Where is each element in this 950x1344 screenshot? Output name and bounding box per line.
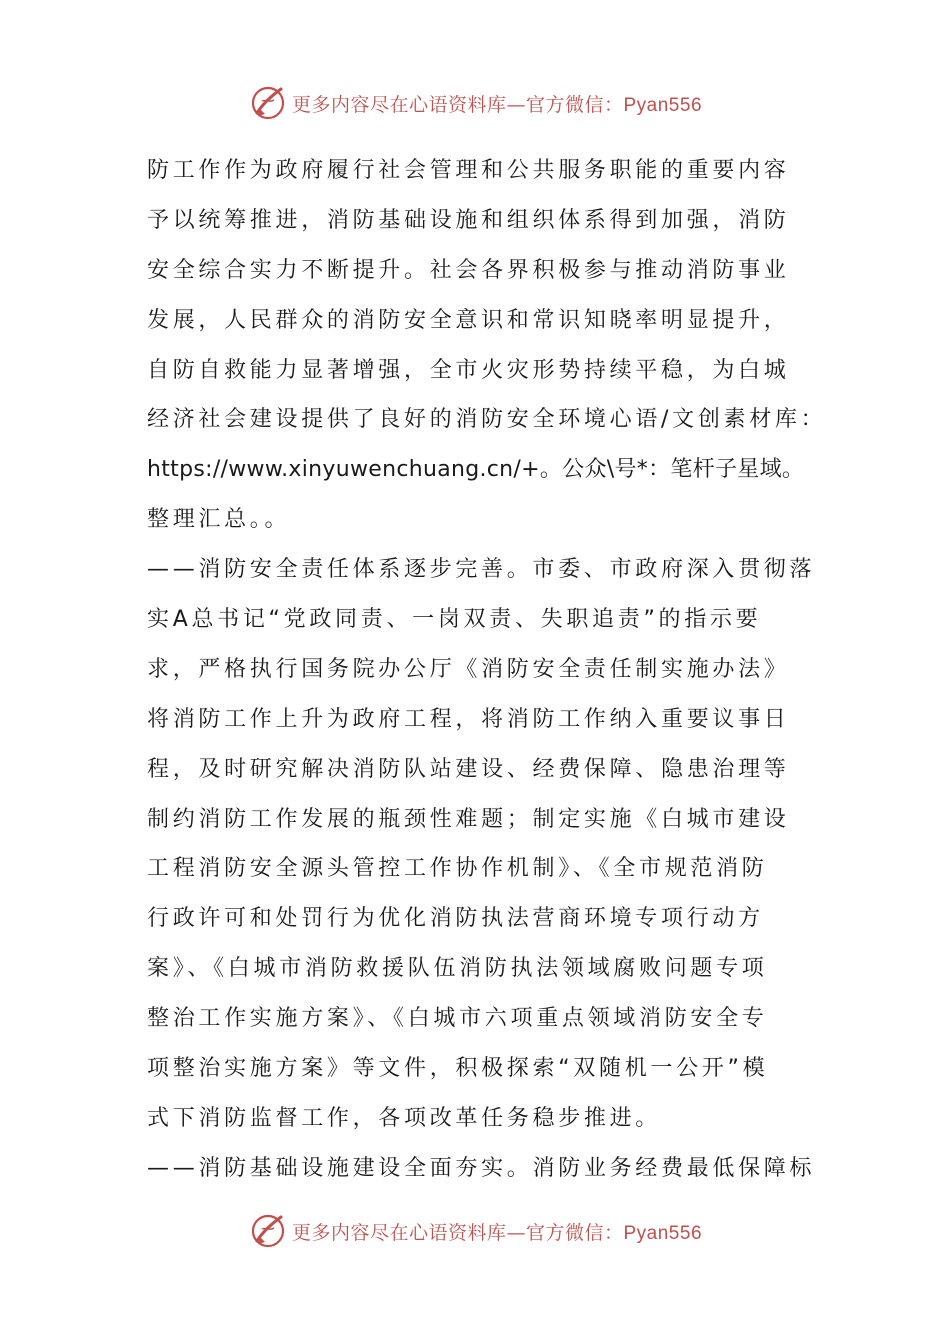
text-line: 式下消防监督工作，各项改革任务稳步推进。 bbox=[147, 1105, 662, 1131]
pen-logo-icon bbox=[248, 83, 288, 123]
text-line: 经济社会建设提供了良好的消防安全环境心语/文创素材库： bbox=[147, 407, 827, 433]
text-line: 程，及时研究解决消防队站建设、经费保障、隐患治理等 bbox=[147, 756, 790, 782]
text-line: 将消防工作上升为政府工程，将消防工作纳入重要议事日 bbox=[147, 706, 790, 732]
banner-official: 官方微信： bbox=[525, 1221, 624, 1244]
banner-wechat-id: Pyan556 bbox=[623, 1222, 703, 1244]
text-line: 予以统筹推进，消防基础设施和组织体系得到加强，消防 bbox=[147, 207, 790, 233]
banner-separator: — bbox=[506, 1221, 526, 1244]
text-line: 整治工作实施方案》、《白城市六项重点领域消防安全专 bbox=[147, 1006, 768, 1032]
banner-prefix: 更多内容尽在心语资料库 bbox=[291, 93, 507, 116]
text-line: ——消防安全责任体系逐步完善。市委、市政府深入贯彻落 bbox=[147, 557, 816, 583]
footer-banner bbox=[0, 1206, 950, 1256]
banner-text bbox=[292, 90, 702, 117]
text-line: 发展，人民群众的消防安全意识和常识知晓率明显提升， bbox=[147, 307, 790, 333]
text-line: 行政许可和处罚行为优化消防执法营商环境专项行动方 bbox=[147, 906, 764, 932]
pen-logo-icon bbox=[248, 1211, 288, 1251]
header-banner bbox=[0, 78, 950, 128]
text-line: 防工作作为政府履行社会管理和公共服务职能的重要内容 bbox=[147, 158, 790, 183]
banner-wechat-id: Pyan556 bbox=[623, 94, 703, 116]
text-line: 安全综合实力不断提升。社会各界积极参与推动消防事业 bbox=[147, 257, 790, 283]
text-line: 求，严格执行国务院办公厅《消防安全责任制实施办法》 bbox=[147, 656, 790, 682]
banner-text bbox=[292, 1218, 702, 1245]
banner-separator: — bbox=[506, 93, 526, 116]
banner-official: 官方微信： bbox=[525, 93, 624, 116]
text-line-url: https://www.xinyuwenchuang.cn/+。公众\号*：笔杆子星域。 bbox=[147, 457, 805, 483]
text-line: 自防自救能力显著增强，全市火灾形势持续平稳，为白城 bbox=[147, 357, 790, 383]
text-line: 整理汇总。。 bbox=[147, 507, 291, 533]
text-line: ——消防基础设施建设全面夯实。消防业务经费最低保障标 bbox=[147, 1155, 816, 1181]
text-line: 案》、《白城市消防救援队伍消防执法领域腐败问题专项 bbox=[147, 956, 768, 982]
banner-prefix: 更多内容尽在心语资料库 bbox=[291, 1221, 507, 1244]
text-line: 项整治实施方案》等文件，积极探索“双随机一公开”模 bbox=[147, 1056, 769, 1082]
text-line: 实A总书记“党政同责、一岗双责、失职追责”的指示要 bbox=[147, 607, 762, 633]
document-body bbox=[147, 146, 827, 1194]
text-line: 制约消防工作发展的瓶颈性难题；制定实施《白城市建设 bbox=[147, 806, 790, 832]
text-line: 工程消防安全源头管控工作协作机制》、《全市规范消防 bbox=[147, 856, 768, 882]
